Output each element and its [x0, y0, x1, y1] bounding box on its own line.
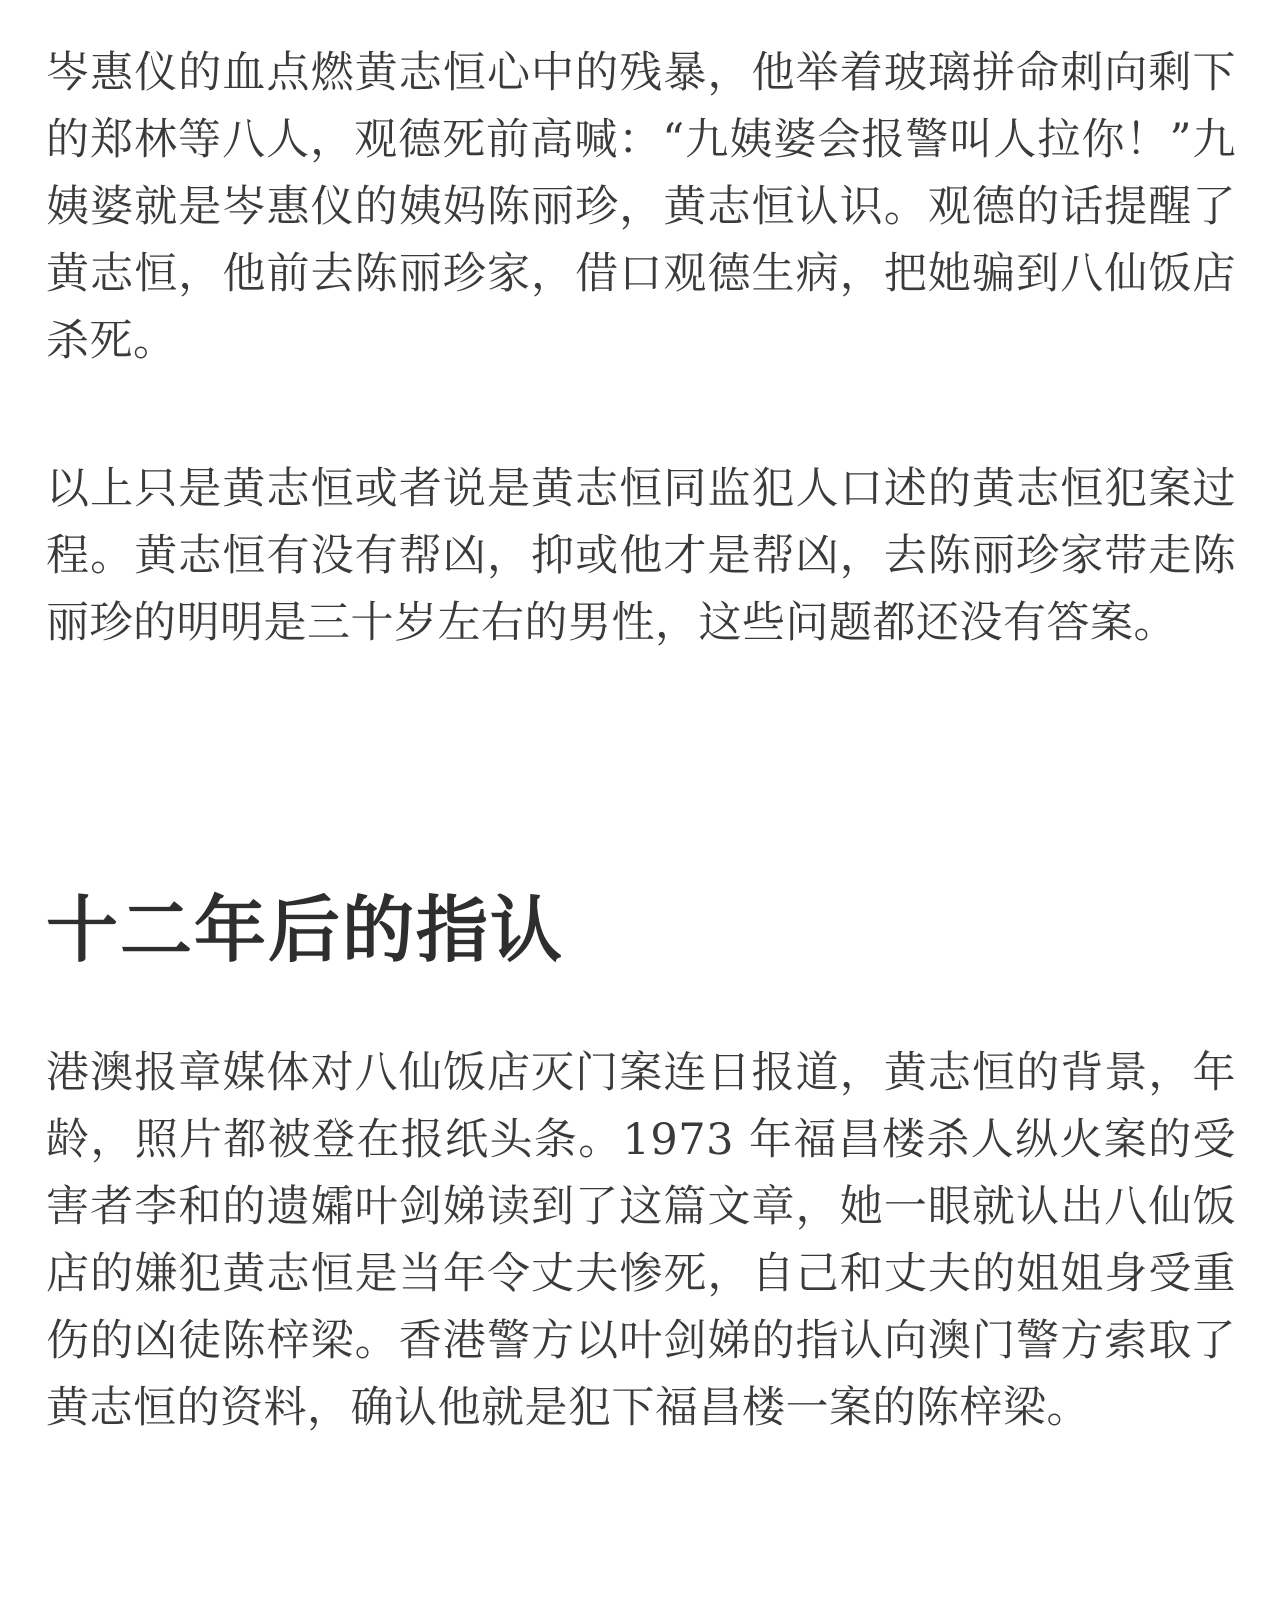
section-heading: 十二年后的指认 — [46, 888, 565, 972]
paragraph: 港澳报章媒体对八仙饭店灭门案连日报道，黄志恒的背景，年龄，照片都被登在报纸头条。1973 年福昌楼杀人纵火案的受害者李和的遗孀叶剑娣读到了这篇文章，她一眼就认出八仙饭店的嫌犯黄志恒是当年令丈夫惨死，自己和丈夫的姐姐身受重伤的凶徒陈梓梁。香港警方以叶剑娣的指认向澳门警方索取了黄志恒的资料，确认他就是犯下福昌楼一案的陈梓梁。 — [46, 1048, 1236, 1433]
paragraph: 岑惠仪的血点燃黄志恒心中的残暴，他举着玻璃拼命刺向剩下的郑林等八人，观德死前高喊：“九姨婆会报警叫人拉你！”九姨婆就是岑惠仪的姨妈陈丽珍，黄志恒认识。观德的话提醒了黄志恒，他前去陈丽珍家，借口观德生病，把她骗到八仙饭店杀死。 — [46, 48, 1236, 366]
paragraph: 以上只是黄志恒或者说是黄志恒同监犯人口述的黄志恒犯案过程。黄志恒有没有帮凶，抑或他才是帮凶，去陈丽珍家带走陈丽珍的明明是三十岁左右的男性，这些问题都还没有答案。 — [46, 464, 1236, 648]
